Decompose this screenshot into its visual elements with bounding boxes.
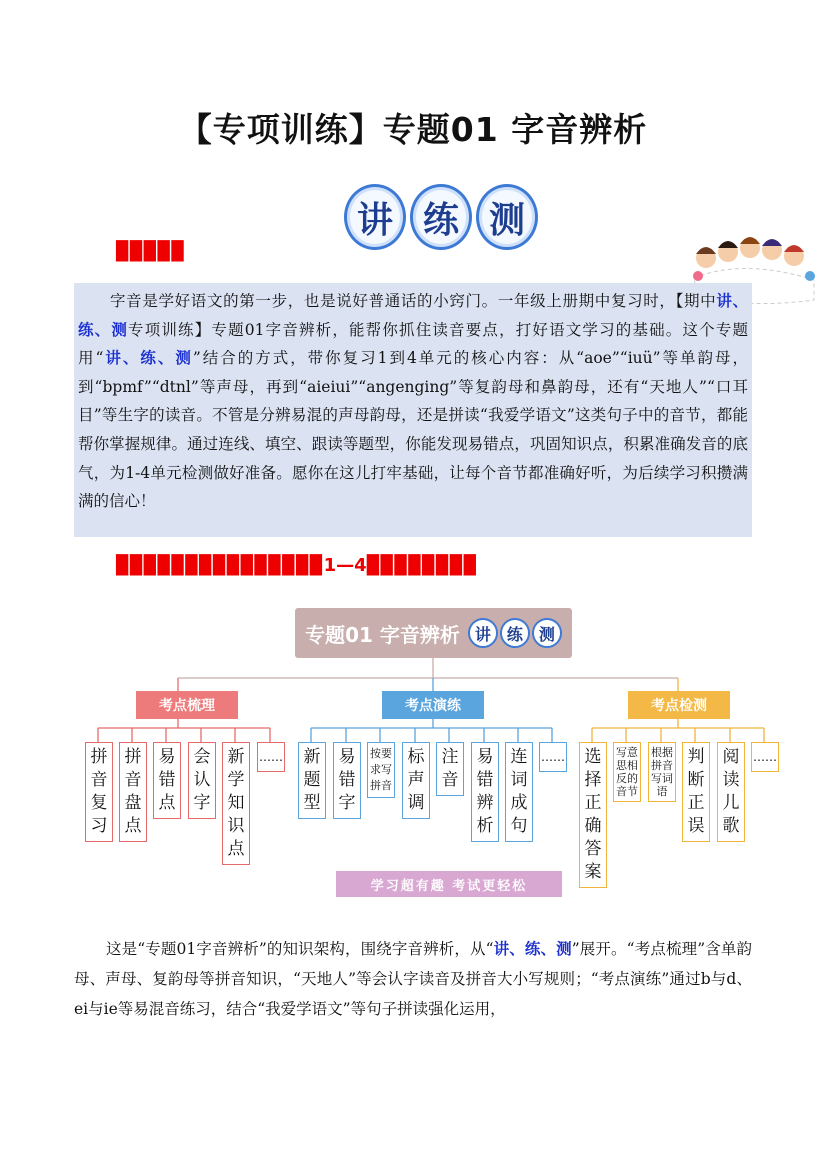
diagram-root-title: 专题01 字音辨析: [305, 622, 460, 647]
intro-box: [74, 283, 752, 537]
root-badge-jiang: 讲: [468, 618, 498, 648]
outro-text-2: ”展开。“考点梳理”含单韵母、声母、复韵母等拼音知识，“天地人”等会认字读音及拼音大小写规则；“考点演练”通过b与d、ei与ie等易混音练习，结合“我爱学语文”等句子拼读强化运用，: [74, 940, 752, 1018]
intro-text-2: 专项训练】专题01字音辨析，能帮你抓住读音要点，打好语文学习的基础。这个专题用“: [78, 320, 748, 368]
root-badge-lian: 练: [500, 618, 530, 648]
category-review: 考点梳理: [136, 691, 238, 719]
badge-char-ce: 测: [476, 184, 538, 250]
leaf-more-review: ……: [257, 742, 285, 772]
leaf-word-to-sentence: 连词成句: [505, 742, 533, 842]
page-title: 【专项训练】专题01 字音辨析: [178, 110, 648, 149]
leaf-pinyin-summary: 拼音盘点: [119, 742, 147, 842]
leaf-choose-answer: 选择正确答案: [579, 742, 607, 888]
intro-text-3: ”结合的方式，带你复习1到4单元的核心内容：从“aoe”“iuü”等单韵母，到“bpmf”“dtnl”等声母，再到“aieiui”“angenging”等复韵母和鼻韵母，还有“天地人”“口耳目”等生字的读音。不管是分辨易混的声母韵母，还是拼读“我爱学语文”这类句子中的音节，都能帮你掌握规律。通过连线、填空、跟读等题型，你能发现易错点，巩固知识点，积累准确发音的底气，为1-4单元检测做好准备。愿你在这儿打牢基础，让每个音节都准确好听，为后续学习积攒满满的信心！: [78, 349, 748, 511]
leaf-pinyin-review: 拼音复习: [85, 742, 113, 842]
leaf-new-question-type: 新题型: [298, 742, 326, 819]
root-badge-ce: 测: [532, 618, 562, 648]
diagram-slogan: 学习超有趣 考试更轻松: [336, 871, 562, 897]
intro-paragraph: [78, 287, 748, 516]
leaf-tone-marks: 标声调: [402, 742, 430, 819]
diagram-root: [295, 608, 572, 658]
intro-text-1: 字音是学好语文的第一步，也是说好普通话的小窍门。一年级上册期中复习时，【期中: [110, 292, 717, 310]
leaf-new-knowledge: 新学知识点: [222, 742, 250, 865]
outro-text-1: 这是“专题01字音辨析”的知识架构，围绕字音辨析，从“: [106, 940, 494, 958]
knowledge-structure-diagram: [84, 606, 784, 901]
badge-char-jiang: 讲: [344, 184, 406, 250]
leaf-error-chars: 易错字: [333, 742, 361, 819]
diagram-root-badge: [466, 618, 562, 648]
leaf-read-rhyme: 阅读儿歌: [717, 742, 745, 842]
section-heading-structure: ▉▉▉▉▉▉▉▉▉▉▉▉▉▉▉1—4▉▉▉▉▉▉▉▉: [116, 555, 478, 576]
leaf-pinyin-to-words: 根据拼音写词语: [648, 742, 676, 802]
outro-paragraph: [74, 934, 752, 1024]
section-heading-intro: ▉▉▉▉▉: [116, 241, 186, 262]
leaf-more-test: ……: [751, 742, 779, 772]
leaf-write-pinyin: 按要求写拼音: [367, 742, 395, 798]
badge-char-lian: 练: [410, 184, 472, 250]
jiang-lian-ce-badge: [344, 184, 538, 250]
category-test: 考点检测: [628, 691, 730, 719]
leaf-recognize-chars: 会认字: [188, 742, 216, 819]
leaf-more-practice: ……: [539, 742, 567, 772]
intro-highlight-1: 讲、练、测: [78, 291, 748, 339]
leaf-true-false: 判断正误: [682, 742, 710, 842]
leaf-opposite-syllables: 写意思相反的音节: [613, 742, 641, 802]
leaf-annotate: 注音: [436, 742, 464, 796]
leaf-error-prone: 易错点: [153, 742, 181, 819]
leaf-error-discrimination: 易错辨析: [471, 742, 499, 842]
intro-highlight-2: 讲、练、测: [103, 348, 193, 368]
category-practice: 考点演练: [382, 691, 484, 719]
outro-highlight: 讲、练、测: [493, 939, 572, 958]
